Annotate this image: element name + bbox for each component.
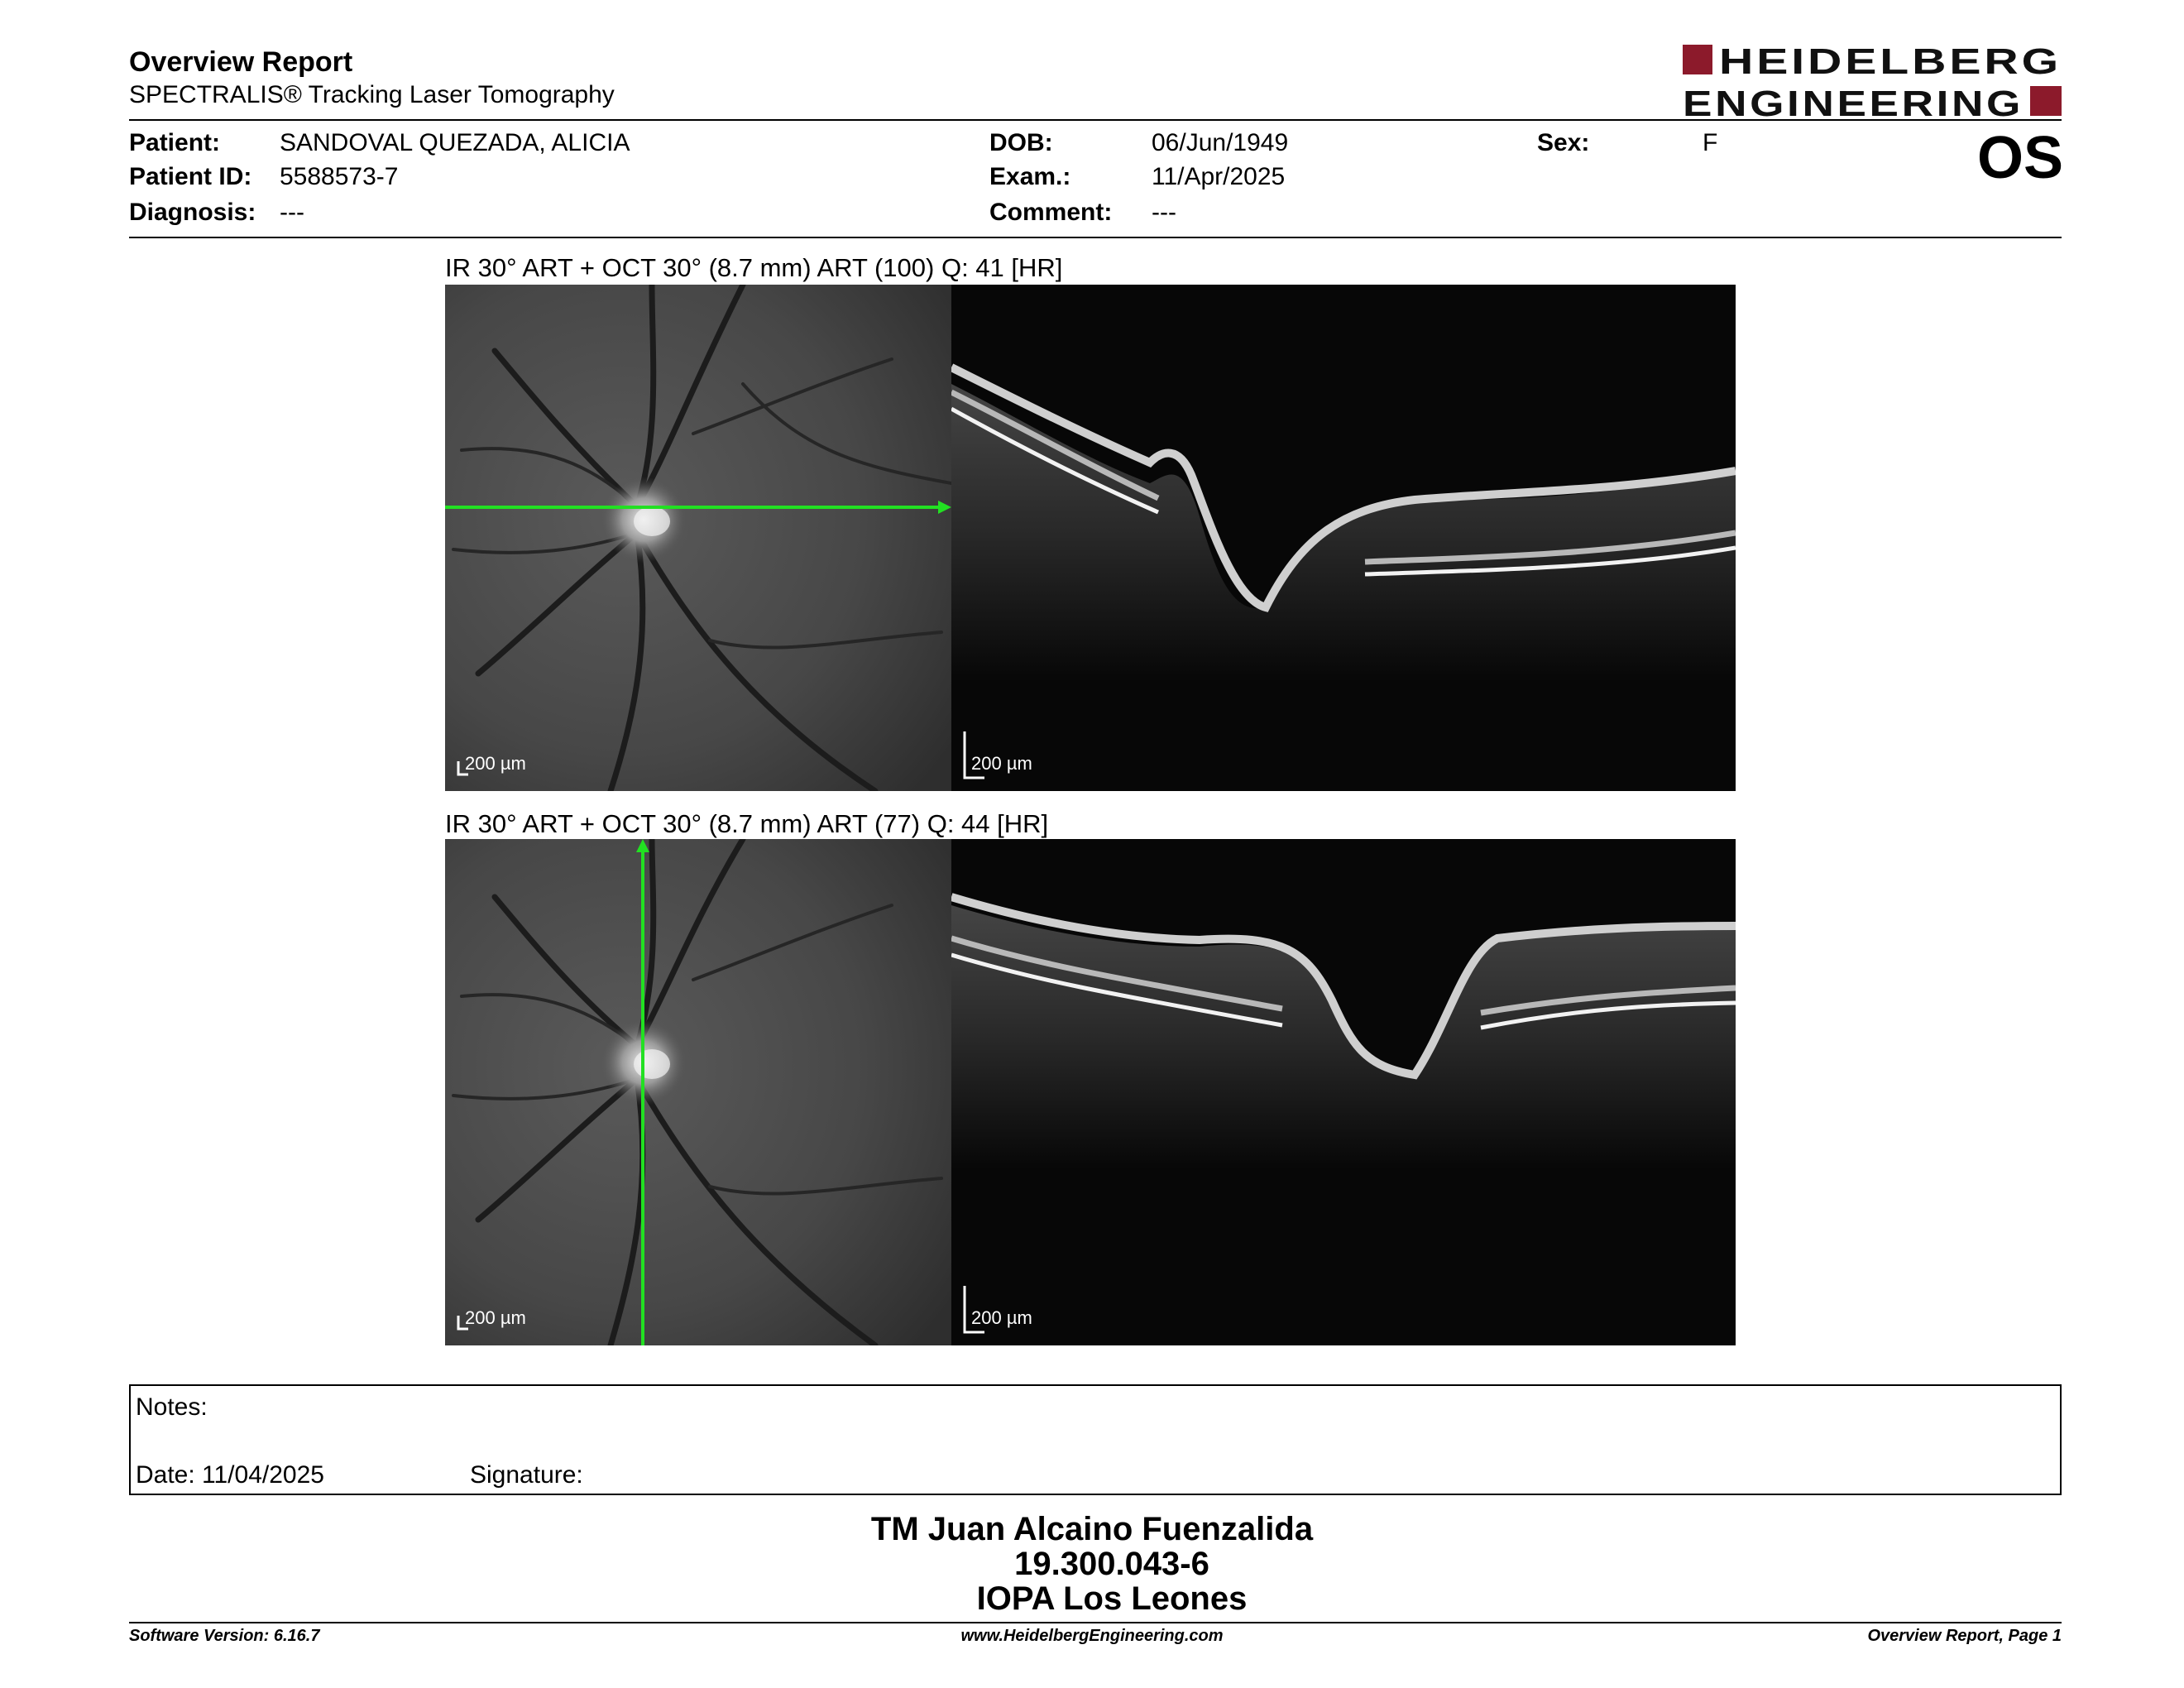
- comment-label: Comment:: [989, 199, 1113, 226]
- signature-label: Signature:: [470, 1461, 583, 1489]
- eye-indicator: OS: [1977, 125, 2064, 191]
- notes-box[interactable]: [129, 1384, 2062, 1495]
- website-link[interactable]: www.HeidelbergEngineering.com: [960, 1627, 1224, 1645]
- patient-id-value: 5588573-7: [280, 163, 399, 190]
- footer-divider: [129, 1622, 2062, 1623]
- patient-label: Patient:: [129, 129, 221, 156]
- date-label: Date: 11/04/2025: [136, 1461, 324, 1489]
- svg-text:HEIDELBERG: HEIDELBERG: [1719, 43, 2062, 82]
- info-divider: [129, 237, 2062, 238]
- patient-name: SANDOVAL QUEZADA, ALICIA: [280, 129, 630, 156]
- header-divider: [129, 119, 2062, 121]
- scan-1-ir-image: [445, 285, 951, 791]
- scan-2-ir-image: [445, 839, 951, 1345]
- scan-arrow-icon: [938, 501, 951, 514]
- exam-value: 11/Apr/2025: [1152, 163, 1286, 190]
- page-number: Overview Report, Page 1: [1867, 1627, 2062, 1645]
- dob-value: 06/Jun/1949: [1152, 129, 1289, 156]
- sex-value: F: [1703, 129, 1718, 156]
- comment-value: ---: [1152, 199, 1176, 226]
- stamp-institution: IOPA Los Leones: [976, 1580, 1248, 1617]
- report-subtitle: SPECTRALIS® Tracking Laser Tomography: [129, 81, 615, 108]
- scan-1-oct-scale: 200 µm: [971, 753, 1032, 774]
- stamp-id: 19.300.043-6: [1014, 1546, 1209, 1582]
- scan-2-oct-image: [951, 839, 1736, 1345]
- scan-1-caption: IR 30° ART + OCT 30° (8.7 mm) ART (100) Q: 41 [HR]: [445, 253, 1063, 282]
- patient-id-label: Patient ID:: [129, 163, 252, 190]
- dob-label: DOB:: [989, 129, 1053, 156]
- stamp-name: TM Juan Alcaino Fuenzalida: [870, 1511, 1314, 1547]
- scan-1-oct-image: [951, 285, 1736, 791]
- heidelberg-logo: [1683, 43, 2062, 119]
- scan-2-caption: IR 30° ART + OCT 30° (8.7 mm) ART (77) Q: 44 [HR]: [445, 809, 1049, 838]
- exam-label: Exam.:: [989, 163, 1071, 190]
- scan-arrow-icon: [636, 839, 649, 852]
- diagnosis-value: ---: [280, 199, 304, 226]
- diagnosis-label: Diagnosis:: [129, 199, 256, 226]
- scan-1-ir-scale: 200 µm: [465, 753, 526, 774]
- notes-label: Notes:: [136, 1393, 208, 1421]
- report-title: Overview Report: [129, 46, 353, 78]
- scan-2-ir-scale: 200 µm: [465, 1307, 526, 1328]
- software-version: Software Version: 6.16.7: [129, 1627, 320, 1645]
- svg-text:ENGINEERING: ENGINEERING: [1683, 84, 2024, 119]
- scan-2-oct-scale: 200 µm: [971, 1307, 1032, 1328]
- sex-label: Sex:: [1537, 129, 1590, 156]
